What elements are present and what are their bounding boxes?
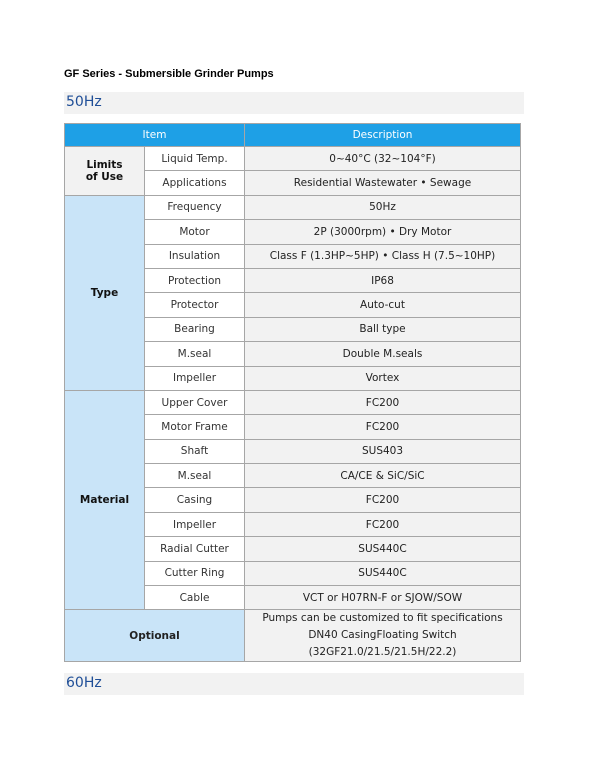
group-type: Type <box>65 195 145 390</box>
item-cell: Protection <box>145 268 245 292</box>
desc-cell: Residential Wastewater • Sewage <box>245 171 521 195</box>
header-item: Item <box>65 124 245 147</box>
table-row-optional <box>65 610 521 662</box>
optional-line: DN40 CasingFloating Switch <box>308 629 457 642</box>
item-cell: Frequency <box>145 195 245 219</box>
group-material: Material <box>65 390 145 610</box>
optional-desc-cell <box>245 610 521 662</box>
desc-cell: VCT or H07RN-F or SJOW/SOW <box>245 586 521 610</box>
item-cell: M.seal <box>145 342 245 366</box>
table-header-row <box>65 124 521 147</box>
desc-cell: Auto-cut <box>245 293 521 317</box>
section-60hz-band <box>64 673 524 695</box>
section-60hz-title: 60Hz <box>66 675 102 691</box>
item-cell: Bearing <box>145 317 245 341</box>
item-cell: Upper Cover <box>145 390 245 414</box>
desc-cell: Ball type <box>245 317 521 341</box>
desc-cell: SUS403 <box>245 439 521 463</box>
item-cell: M.seal <box>145 464 245 488</box>
desc-cell: 0~40°C (32~104°F) <box>245 147 521 171</box>
item-cell: Motor <box>145 220 245 244</box>
table-row <box>65 195 521 219</box>
header-description: Description <box>245 124 521 147</box>
desc-cell: Double M.seals <box>245 342 521 366</box>
optional-line: (32GF21.0/21.5/21.5H/22.2) <box>308 646 457 659</box>
group-limits <box>65 147 145 196</box>
item-cell: Casing <box>145 488 245 512</box>
optional-line: Pumps can be customized to fit specifications <box>262 612 503 625</box>
document-title: GF Series - Submersible Grinder Pumps <box>64 68 274 80</box>
section-50hz-title: 50Hz <box>66 94 102 110</box>
desc-cell: SUS440C <box>245 561 521 585</box>
item-cell: Shaft <box>145 439 245 463</box>
item-cell: Liquid Temp. <box>145 147 245 171</box>
desc-cell: IP68 <box>245 268 521 292</box>
desc-cell: Class F (1.3HP~5HP) • Class H (7.5~10HP) <box>245 244 521 268</box>
desc-cell: FC200 <box>245 488 521 512</box>
item-cell: Impeller <box>145 366 245 390</box>
desc-cell: CA/CE & SiC/SiC <box>245 464 521 488</box>
item-cell: Insulation <box>145 244 245 268</box>
table-row <box>65 147 521 171</box>
desc-cell: FC200 <box>245 415 521 439</box>
desc-cell: 50Hz <box>245 195 521 219</box>
group-limits-line2: of Use <box>85 170 124 183</box>
desc-cell: SUS440C <box>245 537 521 561</box>
desc-cell: 2P (3000rpm) • Dry Motor <box>245 220 521 244</box>
item-cell: Applications <box>145 171 245 195</box>
item-cell: Cable <box>145 586 245 610</box>
table-row <box>65 390 521 414</box>
group-optional: Optional <box>65 610 245 662</box>
item-cell: Impeller <box>145 512 245 536</box>
section-50hz-band <box>64 92 524 114</box>
desc-cell: FC200 <box>245 390 521 414</box>
item-cell: Motor Frame <box>145 415 245 439</box>
item-cell: Radial Cutter <box>145 537 245 561</box>
desc-cell: Vortex <box>245 366 521 390</box>
item-cell: Cutter Ring <box>145 561 245 585</box>
desc-cell: FC200 <box>245 512 521 536</box>
item-cell: Protector <box>145 293 245 317</box>
spec-table <box>64 123 521 662</box>
group-limits-line1: Limits <box>86 158 123 171</box>
